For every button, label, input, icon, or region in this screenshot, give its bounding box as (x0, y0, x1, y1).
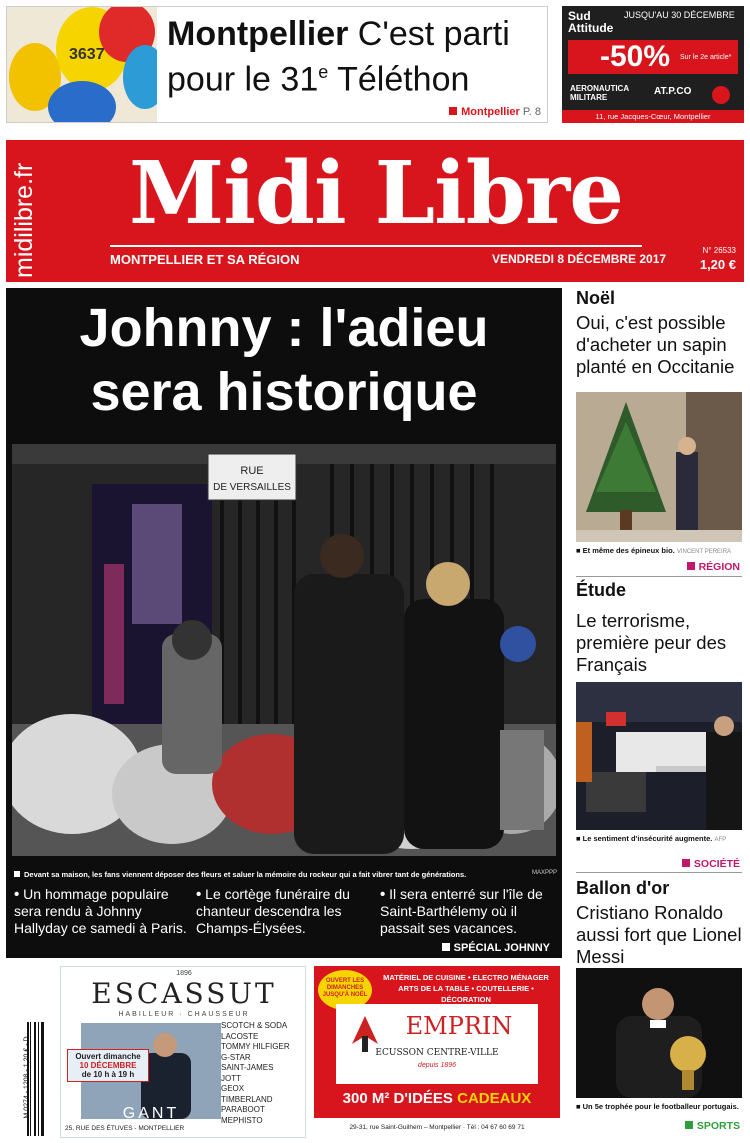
ad-escassut[interactable] (60, 966, 306, 1138)
sidebar-text-etude[interactable]: Le terrorisme, première peur des Français (576, 610, 727, 675)
barcode-text: M 0274 - 1208 - 1,20 € - D (23, 1036, 31, 1119)
escassut-year: 1896 (176, 970, 192, 977)
fans-at-gate-photo (12, 444, 556, 856)
main-bullet-2: • Le cortège funéraire du chanteur descendra les Champs-Élysées. (196, 886, 350, 936)
sidebar-photo-etude (576, 682, 742, 830)
ad-discount: -50% (600, 40, 671, 73)
sidebar-tag-societe[interactable]: SOCIÉTÉ (576, 858, 740, 870)
ad-brand-atpco: AT.P.CO (654, 86, 692, 97)
issue-price: 1,20 € (699, 257, 736, 272)
sidebar-caption-noel: ■ Et même des épineux bio. VINCENT PEREIRA (576, 546, 732, 555)
sidebar-tag-sports[interactable]: SPORTS (576, 1120, 740, 1132)
christmas-tree-photo (576, 392, 742, 542)
ad-until: JUSQU'AU 30 DÉCEMBRE (624, 10, 735, 20)
teaser-headline[interactable]: Montpellier C'est parti pour le 31e Téléthon (167, 15, 510, 99)
escassut-brand-list: SCOTCH & SODA LACOSTE TOMMY HILFIGER G-STAR SAINT-JAMES JOTT GEOX TIMBERLAND PARABOOT MEPHISTO (221, 1021, 290, 1125)
sidebar-category-noel[interactable]: Noël (576, 288, 616, 308)
emprin-address: 29-31, rue Saint-Guilhem – Montpellier · Tél : 04 67 60 69 71 (314, 1118, 560, 1138)
ad-brand-aeronautica: AERONAUTICA MILITARE (570, 84, 629, 102)
sidebar-caption-ballon-dor: ■ Un 5e trophée pour le footballeur portugais. (576, 1102, 739, 1111)
ad-sud-attitude[interactable] (562, 6, 744, 123)
ad-address: 11, rue Jacques-Cœur, Montpellier (562, 110, 744, 123)
sidebar-photo-ballon-dor (576, 968, 742, 1098)
escassut-gant: GANT (122, 1105, 180, 1122)
issue-number: N° 26533 (702, 246, 736, 255)
sidebar-photo-noel (576, 392, 742, 542)
edition-region: MONTPELLIER ET SA RÉGION (110, 252, 300, 267)
main-photo-caption: Devant sa maison, les fans viennent déposer des fleurs et saluer la mémoire du rockeur qui a fait vibrer tant de générations. (14, 870, 534, 879)
sidebar-text-ballon-dor[interactable]: Cristiano Ronaldo aussi fort que Lionel Messi (576, 902, 742, 967)
ad-brand: Sud Attitude (568, 9, 614, 35)
emprin-slogan: 300 M² D'IDÉES CADEAUX (342, 1090, 532, 1107)
ad-discount-note: Sur le 2e article* (680, 54, 732, 61)
sidebar-text-noel[interactable]: Oui, c'est possible d'acheter un sapin planté en Occitanie (576, 312, 735, 377)
issue-date: VENDREDI 8 DÉCEMBRE 2017 (492, 252, 667, 266)
teaser-page-ref: Montpellier P. 8 (449, 106, 541, 118)
escassut-address: 25, RUE DES ÉTUVES - MONTPELLIER (65, 1125, 185, 1132)
site-url[interactable]: midilibre.fr (10, 162, 38, 278)
escassut-brand: ESCASSUT (91, 977, 277, 1010)
sidebar-category-etude[interactable]: Étude (576, 580, 627, 600)
top-teaser[interactable] (6, 6, 548, 123)
sidebar-tag-region[interactable]: RÉGION (576, 561, 740, 573)
emprin-brand: EMPRIN (405, 1012, 513, 1040)
emergency-scene-photo (576, 682, 742, 830)
street-sign-line-2: DE VERSAILLES (213, 482, 291, 493)
ronaldo-trophy-photo (576, 968, 742, 1098)
sidebar-caption-etude: ■ Le sentiment d'insécurité augmente. AFP (576, 834, 727, 843)
main-headline[interactable]: Johnny : l'adieu sera historique (79, 298, 489, 422)
svg-text:3637: 3637 (69, 46, 105, 63)
emprin-sub: ECUSSON CENTRE-VILLE (375, 1048, 499, 1058)
main-bullet-1: • Un hommage populaire sera rendu à Johnny Hallyday ce samedi à Paris. (14, 886, 187, 936)
main-photo-credit: MAXPPP (532, 870, 558, 876)
ad-logo-icon (712, 86, 730, 104)
emprin-badge: OUVERT LES DIMANCHES JUSQU'À NOËL (318, 970, 372, 1010)
sidebar-category-ballon-dor[interactable]: Ballon d'or (576, 878, 670, 898)
main-photo (12, 444, 556, 856)
sidebar-divider (576, 576, 742, 577)
telethon-balloons-photo (7, 7, 157, 122)
street-sign-line-1: RUE (240, 465, 264, 477)
sidebar-divider (576, 872, 742, 873)
sidebar (570, 288, 746, 1143)
barcode (16, 1020, 46, 1138)
emprin-products: MATÉRIEL DE CUISINE • ELECTRO MÉNAGER ARTS DE LA TABLE • COUTELLERIE • DÉCORATION (383, 973, 549, 1004)
escassut-tagline: HABILLEUR · CHAUSSEUR (118, 1011, 250, 1018)
barcode-illustration (16, 1020, 46, 1138)
balloons-illustration (7, 7, 157, 122)
escassut-promo: Ouvert dimanche 10 DÉCEMBRE de 10 h à 19 h (67, 1049, 149, 1082)
special-section-ref[interactable]: SPÉCIAL JOHNNY (442, 942, 550, 954)
emprin-since: depuis 1896 (417, 1062, 457, 1069)
masthead-rule (110, 245, 642, 247)
main-bullet-3: • Il sera enterré sur l'île de Saint-Barthélemy où il passait ses vacances. (380, 886, 543, 936)
main-story[interactable] (6, 288, 562, 958)
ad-emprin[interactable] (314, 966, 560, 1138)
newspaper-logo[interactable]: Midi Libre (129, 143, 623, 244)
masthead (6, 140, 744, 282)
